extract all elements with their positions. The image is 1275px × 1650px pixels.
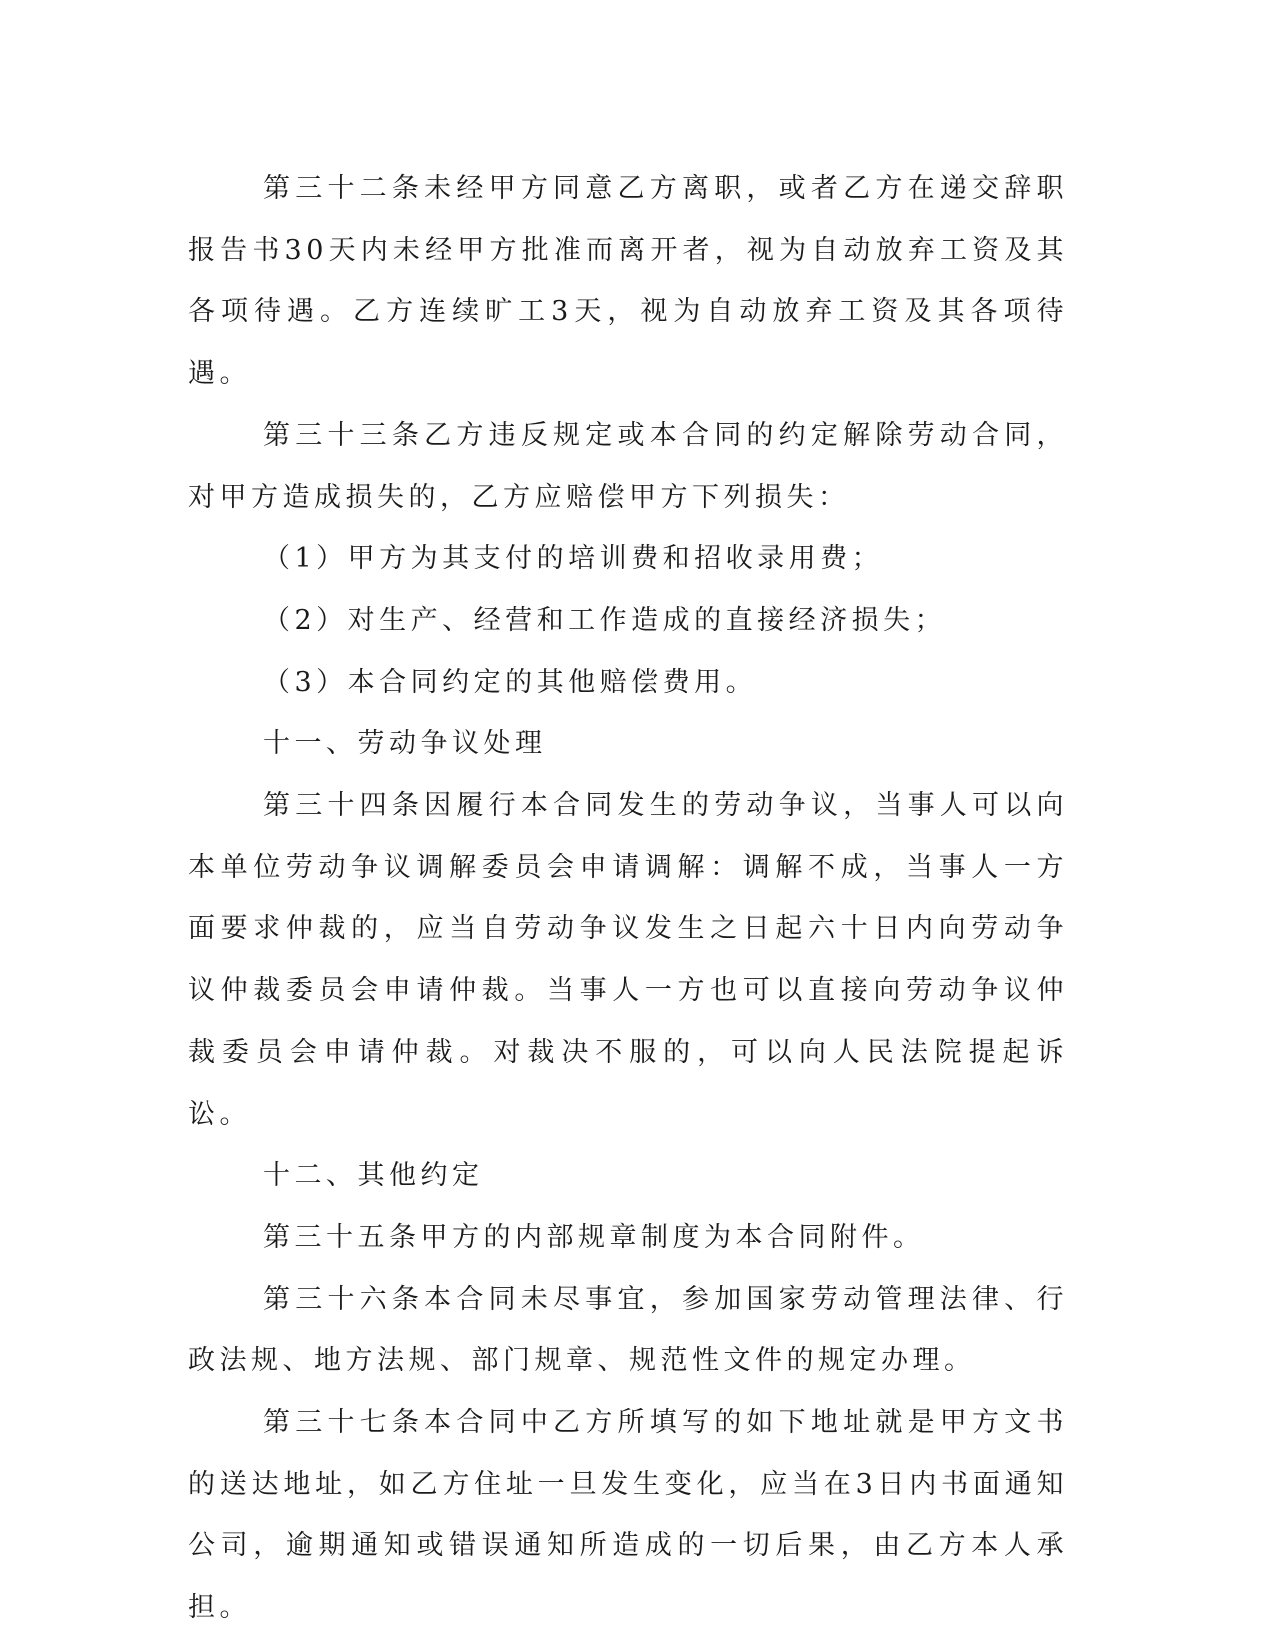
section-heading-12: 十二、其他约定 [263, 1160, 484, 1192]
document-body [188, 158, 1068, 1639]
article-32: 第三十二条未经甲方同意乙方离职，或者乙方在递交辞职报告书30天内未经甲方批准而离开者，视为自动放弃工资及其各项待遇。乙方连续旷工3天，视为自动放弃工资及其各项待遇。 [188, 173, 1068, 390]
section-heading-11: 十一、劳动争议处理 [263, 728, 547, 760]
article-37: 第三十七条本合同中乙方所填写的如下地址就是甲方文书的送达地址，如乙方住址一旦发生变化，应当在3日内书面通知公司，逾期通知或错误通知所造成的一切后果，由乙方本人承担。 [188, 1407, 1068, 1624]
article-33-item-1: （1）甲方为其支付的培训费和招收录用费； [263, 543, 884, 575]
article-36: 第三十六条本合同未尽事宜，参加国家劳动管理法律、行政法规、地方法规、部门规章、规范性文件的规定办理。 [188, 1283, 1068, 1377]
article-34: 第三十四条因履行本合同发生的劳动争议，当事人可以向本单位劳动争议调解委员会申请调解：调解不成，当事人一方面要求仲裁的，应当自劳动争议发生之日起六十日内向劳动争议仲裁委员会申请仲裁。当事人一方也可以直接向劳动争议仲裁委员会申请仲裁。对裁决不服的，可以向人民法院提起诉讼。 [188, 790, 1068, 1130]
article-33: 第三十三条乙方违反规定或本合同的约定解除劳动合同，对甲方造成损失的，乙方应赔偿甲方下列损失： [188, 419, 1068, 513]
article-33-item-3: （3）本合同约定的其他赔偿费用。 [263, 666, 758, 698]
article-33-item-2: （2）对生产、经营和工作造成的直接经济损失； [263, 604, 947, 636]
article-35: 第三十五条甲方的内部规章制度为本合同附件。 [263, 1221, 925, 1253]
